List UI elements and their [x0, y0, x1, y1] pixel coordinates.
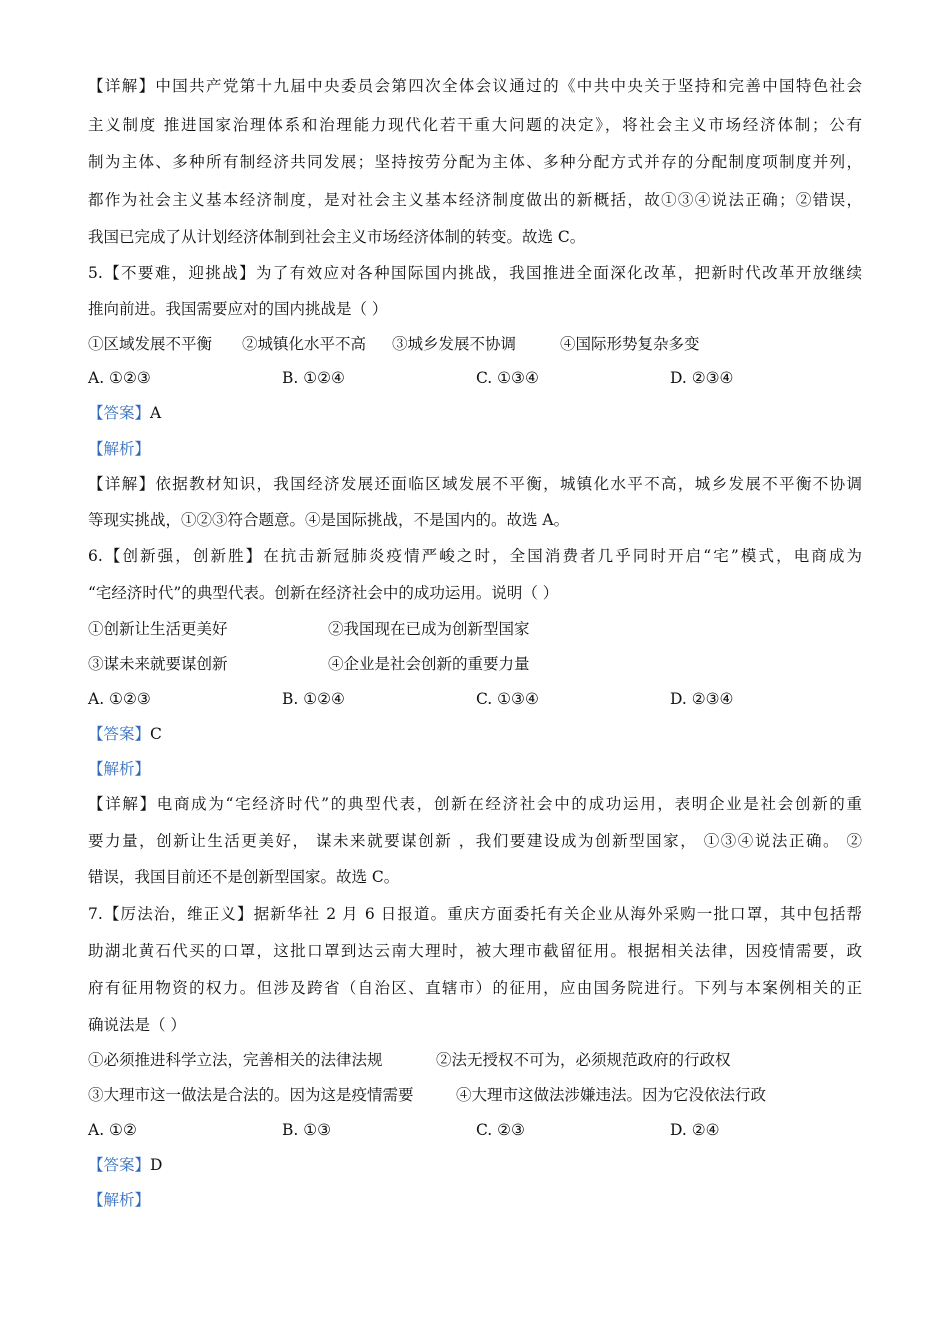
question-7-stem: 确说法是（ ） — [88, 1016, 186, 1034]
question-5-stem: 推向前进。我国需要应对的国内挑战是（ ） — [88, 300, 388, 318]
detail-line: 要力量，创新让生活更美好， 谋未来就要谋创新 ，我们要建设成为创新型国家， ①③④说法正确。 ② — [88, 832, 862, 850]
detail-line: 错误，我国目前还不是创新型国家。故选 C。 — [88, 868, 400, 886]
detail-tag: 【详解】 — [88, 77, 156, 95]
option-b: B. ①②④ — [282, 369, 345, 387]
detail-line: 我国已完成了从计划经济体制到社会主义市场经济体制的转变。故选 C。 — [88, 228, 586, 246]
question-7-stem: 府有征用物资的权力。但涉及跨省（自治区、直辖市）的征用，应由国务院进行。下列与本案例相关的正 — [88, 979, 862, 997]
statement: ③大理市这一做法是合法的。因为这是疫情需要 — [88, 1086, 414, 1104]
option-a: A. ①②③ — [88, 369, 151, 387]
question-6-stem: 6.【创新强，创新胜】在抗击新冠肺炎疫情严峻之时，全国消费者几乎同时开启“宅”模式，电商成为 — [88, 547, 862, 565]
detail-tag: 【详解】 — [88, 795, 157, 813]
answer-tag: 【答案】 — [88, 725, 151, 743]
option-a: A. ①② — [88, 1121, 137, 1139]
detail-line: 主义制度 推进国家治理体系和治理能力现代化若干重大问题的决定》，将社会主义市场经济体制；公有 — [88, 116, 862, 134]
statement: ③城乡发展不协调 — [392, 335, 517, 353]
statement: ①创新让生活更美好 — [88, 620, 228, 638]
detail-line: 制为主体、多种所有制经济共同发展；坚持按劳分配为主体、多种分配方式并存的分配制度项制度并列， — [88, 153, 862, 171]
detail-line: 等现实挑战，①②③符合题意。④是国际挑战，不是国内的。故选 A。 — [88, 511, 570, 529]
option-d: D. ②③④ — [670, 369, 734, 387]
statement: ①区域发展不平衡 — [88, 335, 213, 353]
analysis-tag: 【解析】 — [88, 760, 151, 778]
option-d: D. ②③④ — [670, 690, 734, 708]
detail-tag: 【详解】 — [88, 475, 156, 493]
detail-line: 都作为社会主义基本经济制度，是对社会主义基本经济制度做出的新概括，故①③④说法正确；②错误， — [88, 191, 862, 209]
answer-line — [88, 403, 161, 423]
question-7-stem: 7.【厉法治，维正义】据新华社 2 月 6 日报道。重庆方面委托有关企业从海外采购一批口罩，其中包括帮 — [88, 905, 862, 923]
option-b: B. ①②④ — [282, 690, 345, 708]
statement: ①必须推进科学立法，完善相关的法律法规 — [88, 1051, 383, 1069]
detail-line: 【详解】电商成为“宅经济时代”的典型代表，创新在经济社会中的成功运用，表明企业是社会创新的重 — [88, 795, 862, 813]
question-6-stem: “宅经济时代”的典型代表。创新在经济社会中的成功运用。说明（ ） — [88, 584, 559, 602]
answer-line — [88, 724, 162, 744]
option-a: A. ①②③ — [88, 690, 151, 708]
answer-value: A — [150, 404, 162, 422]
detail-line: 【详解】依据教材知识，我国经济发展还面临区域发展不平衡，城镇化水平不高，城乡发展不平衡不协调 — [88, 475, 862, 493]
answer-line — [88, 1155, 162, 1175]
statement: ②城镇化水平不高 — [242, 335, 367, 353]
analysis-tag: 【解析】 — [88, 1191, 151, 1209]
answer-tag: 【答案】 — [88, 1156, 151, 1174]
answer-value: D — [150, 1156, 163, 1174]
question-7-stem: 助湖北黄石代买的口罩，这批口罩到达云南大理时，被大理市截留征用。根据相关法律，因疫情需要，政 — [88, 942, 862, 960]
statement: ④大理市这做法涉嫌违法。因为它没依法行政 — [456, 1086, 767, 1104]
statement: ②我国现在已成为创新型国家 — [328, 620, 530, 638]
analysis-tag: 【解析】 — [88, 440, 151, 458]
option-c: C. ①③④ — [476, 369, 539, 387]
option-c: C. ①③④ — [476, 690, 539, 708]
statement: ②法无授权不可为，必须规范政府的行政权 — [436, 1051, 731, 1069]
option-b: B. ①③ — [282, 1121, 332, 1139]
option-d: D. ②④ — [670, 1121, 720, 1139]
question-5-stem: 5.【不要难，迎挑战】为了有效应对各种国际国内挑战，我国推进全面深化改革，把新时代改革开放继续 — [88, 264, 862, 282]
detail-line: 【详解】中国共产党第十九届中央委员会第四次全体会议通过的《中共中央关于坚持和完善中国特色社会 — [88, 77, 862, 95]
statement: ③谋未来就要谋创新 — [88, 655, 228, 673]
option-c: C. ②③ — [476, 1121, 525, 1139]
statement: ④企业是社会创新的重要力量 — [328, 655, 530, 673]
statement: ④国际形势复杂多变 — [560, 335, 700, 353]
answer-tag: 【答案】 — [88, 404, 151, 422]
answer-value: C — [150, 725, 162, 743]
